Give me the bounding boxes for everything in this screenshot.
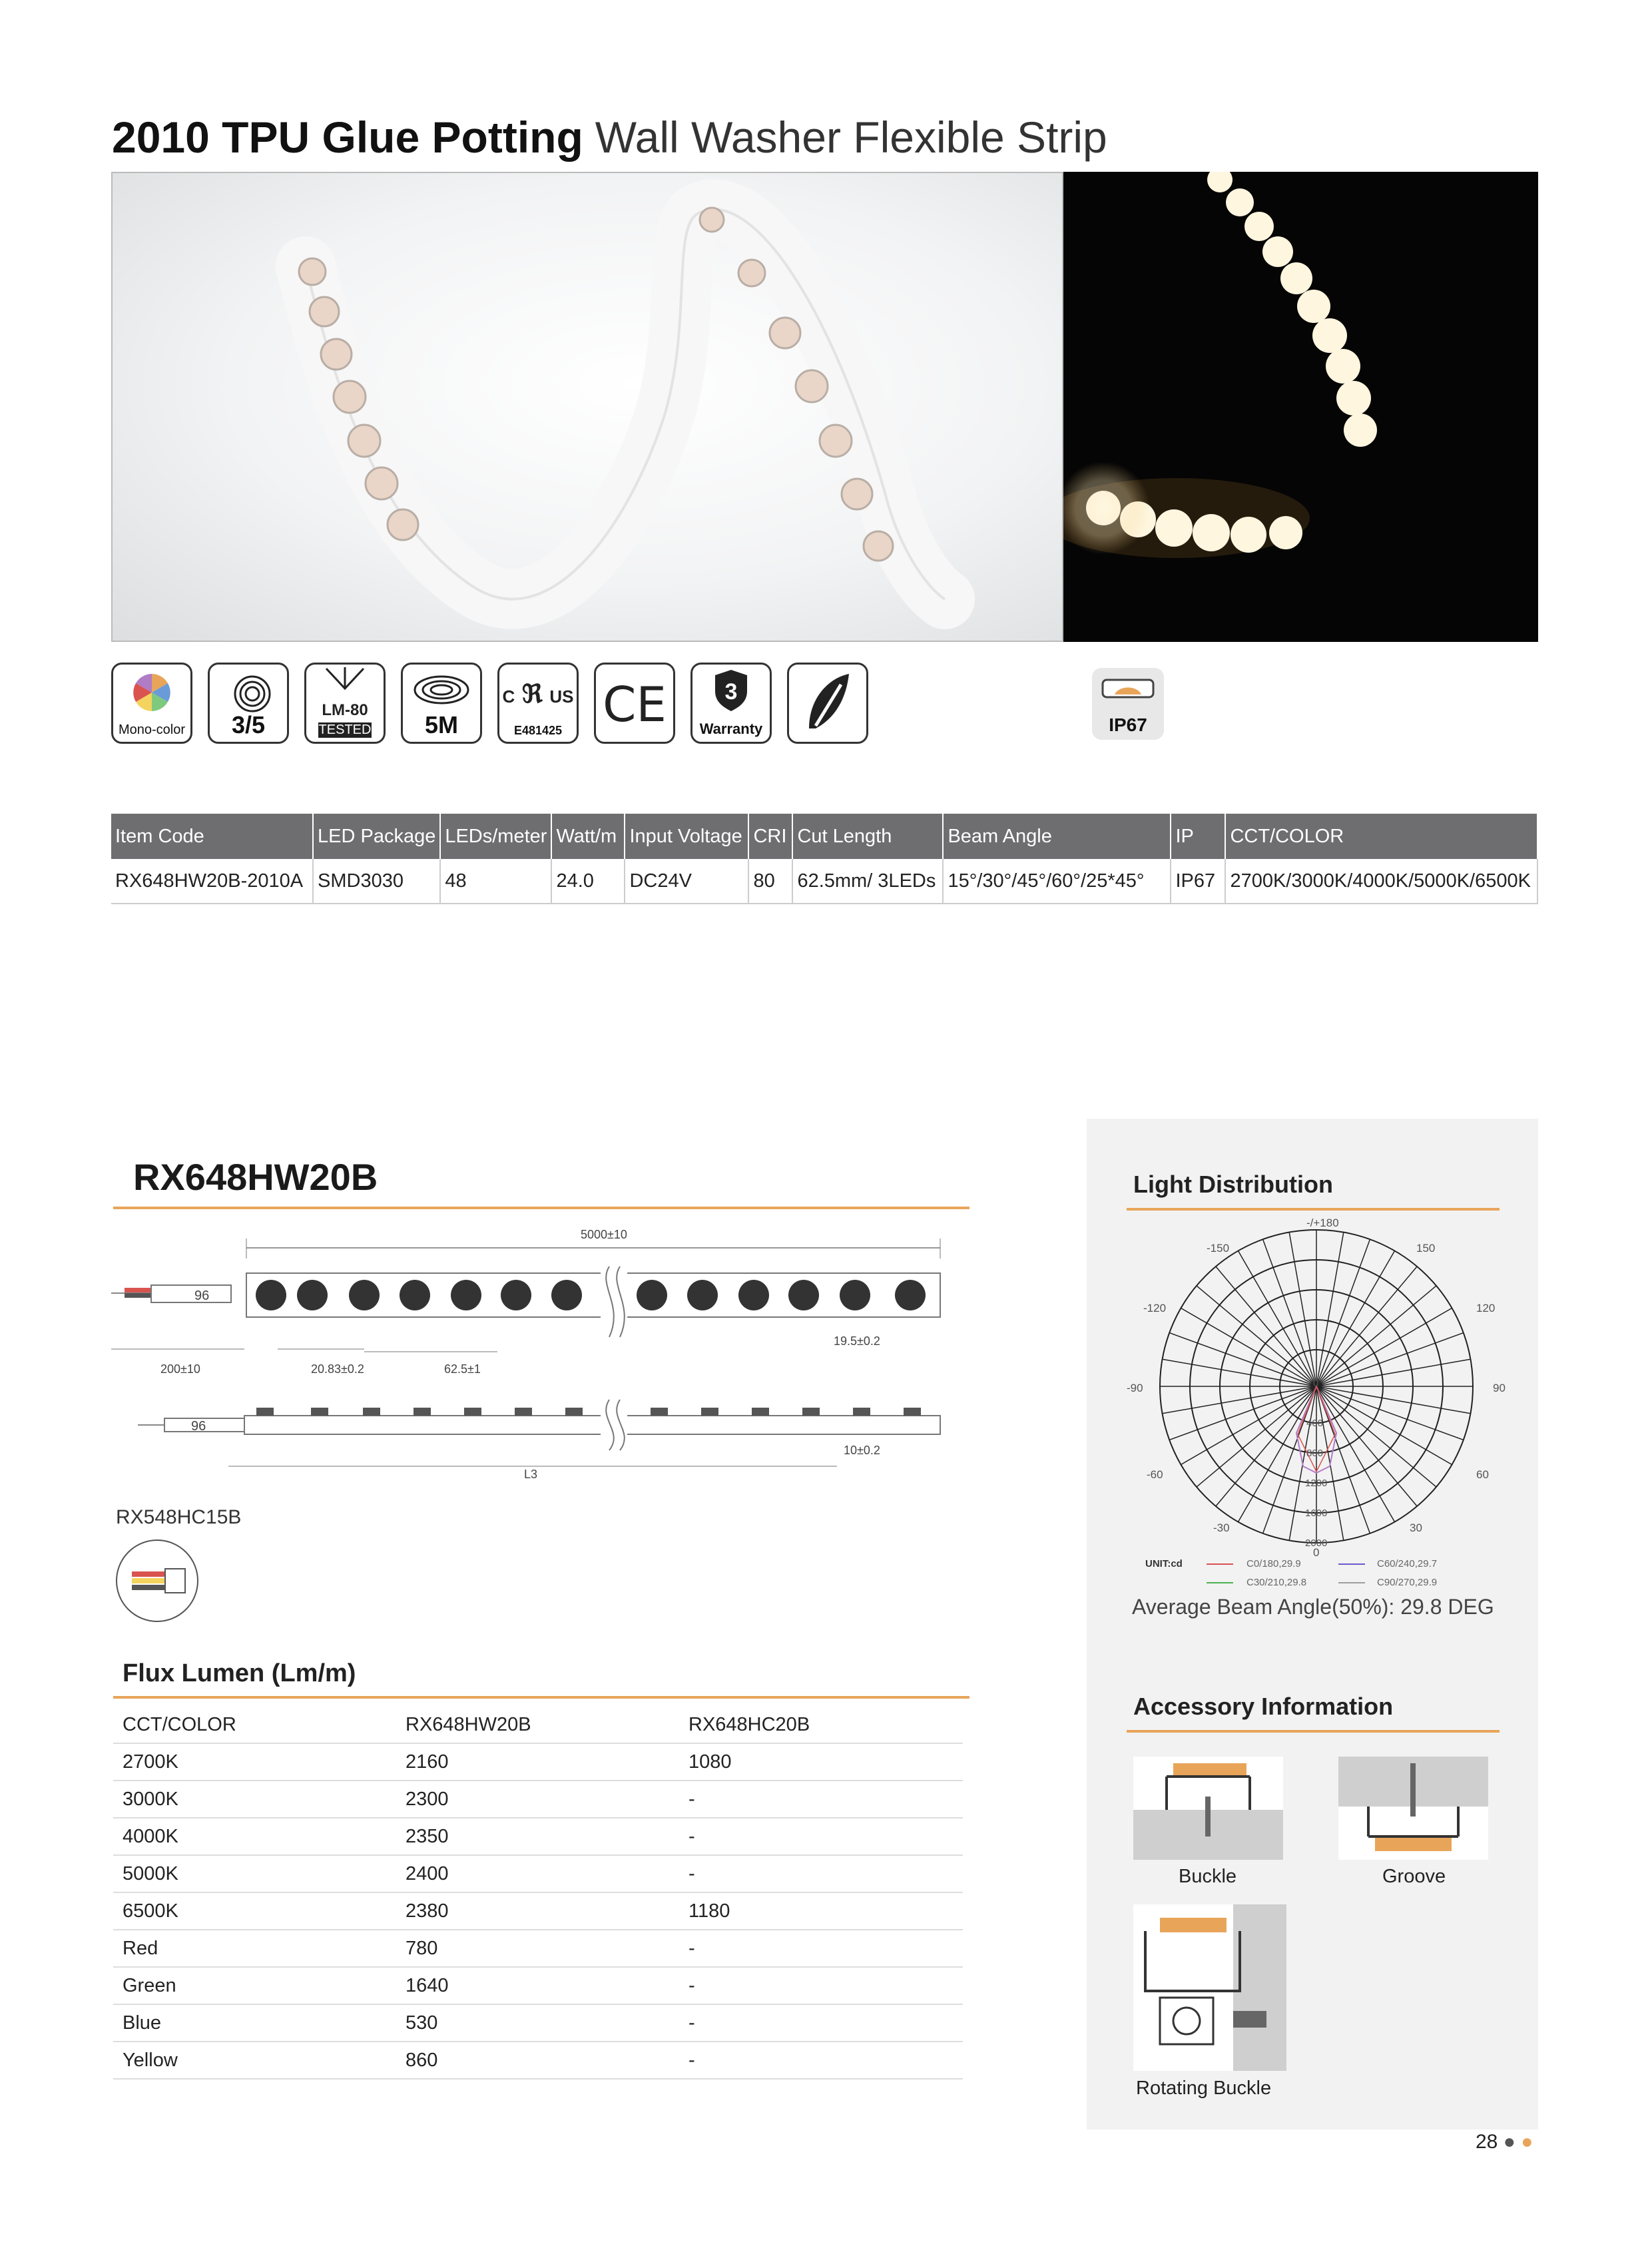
table-cell: 3000K (113, 1781, 396, 1818)
lm80-badge: LM-80 TESTED (304, 663, 386, 744)
table-cell: Red (113, 1930, 396, 1967)
table-cell: - (679, 2042, 963, 2079)
legend-swatch (1338, 1563, 1365, 1565)
table-cell: - (679, 2004, 963, 2042)
accessory-label: Buckle (1179, 1866, 1237, 1887)
angle-label: 60 (1476, 1468, 1489, 1481)
radial-label: 1600 (1305, 1508, 1328, 1519)
table-row (113, 1967, 963, 2004)
lm80-icon (306, 665, 384, 698)
table-cell: - (679, 1967, 963, 2004)
accessory-label: Rotating Buckle (1136, 2078, 1272, 2099)
flux-table (113, 1707, 963, 2080)
accessory-title: Accessory Information (1133, 1693, 1394, 1720)
side-panel (1087, 1119, 1538, 2129)
table-cell: - (679, 1781, 963, 1818)
page-number: 28 ● ● (1476, 2131, 1533, 2153)
ce-badge: CE (594, 663, 675, 744)
table-row (113, 1781, 963, 1818)
warranty-badge: 3 Warranty (690, 663, 772, 744)
rohs-badge (787, 663, 868, 744)
angle-label: -30 (1213, 1522, 1230, 1534)
table-cell: 860 (396, 2042, 679, 2079)
legend-item: C60/240,29.7 (1377, 1558, 1438, 1569)
radial-label: 0 (1313, 1378, 1319, 1389)
table-row (113, 1930, 963, 1967)
reel-icon (403, 665, 480, 715)
buckle-image (1133, 1757, 1283, 1860)
radial-label: 2000 (1305, 1538, 1328, 1549)
accessory-divider (1127, 1730, 1500, 1733)
table-cell: 1080 (679, 1743, 963, 1781)
legend-swatch (1338, 1582, 1365, 1583)
ip67-badge: IP67 (1092, 668, 1164, 740)
angle-label: -150 (1207, 1242, 1230, 1255)
angle-label: 90 (1493, 1382, 1506, 1394)
flux-table-header (113, 1707, 963, 1743)
polar-chart (1113, 1212, 1513, 1585)
rotating-buckle-image (1133, 1904, 1286, 2071)
angle-label: 150 (1416, 1242, 1436, 1255)
table-cell: Green (113, 1967, 396, 2004)
unit-label: UNIT:cd (1145, 1558, 1183, 1569)
light-distribution-divider (1127, 1208, 1500, 1211)
flux-title: Flux Lumen (Lm/m) (123, 1659, 356, 1687)
legend-swatch (1207, 1563, 1233, 1565)
dimension-drawing (111, 1219, 977, 1502)
groove-image (1338, 1757, 1488, 1860)
product-photo-lit (1063, 172, 1538, 642)
angle-label: -90 (1127, 1382, 1143, 1394)
table-row (113, 1818, 963, 1855)
table-row: RX648HW20B-2010A SMD3030 48 24.0 DC24V 80 62.5mm/ 3LEDs 15°/30°/45°/60°/25*45° IP67 2700K/3000K/4000K/5000K/6500K (111, 859, 1537, 904)
ip-rating-icon (1092, 668, 1164, 708)
spec-table-header: Item Code LED Package LEDs/meter Watt/m Input Voltage CRI Cut Length Beam Angle IP CCT/COLOR (111, 814, 1537, 859)
table-cell: 2160 (396, 1743, 679, 1781)
dim-edge-label: 20.83±0.2 (311, 1362, 364, 1376)
wire-section-icon (117, 1541, 197, 1621)
table-cell: 1640 (396, 1967, 679, 2004)
table-cell: Blue (113, 2004, 396, 2042)
model-divider (113, 1207, 969, 1209)
length-badge: 5M (401, 663, 482, 744)
product-photo-off (111, 172, 1063, 642)
angle-label: 30 (1410, 1522, 1422, 1534)
dim-total-label: 5000±10 (581, 1228, 627, 1241)
connector-cross-section (116, 1540, 198, 1622)
table-cell: - (679, 1855, 963, 1892)
svg-text:96: 96 (191, 1419, 206, 1434)
light-distribution-title: Light Distribution (1133, 1171, 1333, 1198)
connector-code: RX548HC15B (116, 1506, 242, 1528)
legend-item: C0/180,29.9 (1246, 1558, 1301, 1569)
angle-label: -/+180 (1306, 1217, 1339, 1229)
average-beam-angle: Average Beam Angle(50%): 29.8 DEG (1132, 1595, 1494, 1619)
table-cell: 2350 (396, 1818, 679, 1855)
radial-label: 800 (1306, 1448, 1324, 1459)
angle-label: -120 (1143, 1302, 1167, 1314)
table-cell: 2300 (396, 1781, 679, 1818)
dim-pitch-label: 62.5±1 (444, 1362, 481, 1376)
table-cell: 6500K (113, 1892, 396, 1930)
legend-item: C90/270,29.9 (1377, 1577, 1438, 1588)
dot-icon: ● (1503, 2131, 1515, 2153)
table-row (113, 1855, 963, 1892)
mono-color-badge: Mono-color (111, 663, 192, 744)
table-cell: RX648HW20B (396, 1707, 679, 1743)
flux-divider (113, 1696, 969, 1699)
angle-label: -60 (1147, 1468, 1163, 1481)
table-row (113, 2004, 963, 2042)
dim-width-label: 19.5±0.2 (834, 1334, 880, 1348)
model-heading: RX648HW20B (133, 1156, 378, 1198)
table-cell: 1180 (679, 1892, 963, 1930)
dot-icon: ● (1521, 2131, 1533, 2153)
angle-label: 120 (1476, 1302, 1496, 1314)
table-cell: 2380 (396, 1892, 679, 1930)
table-cell: 4000K (113, 1818, 396, 1855)
table-cell: CCT/COLOR (113, 1707, 396, 1743)
radial-label: 1200 (1305, 1478, 1328, 1489)
table-cell: 530 (396, 2004, 679, 2042)
dim-height-label: 10±0.2 (844, 1444, 880, 1457)
svg-text:96: 96 (194, 1288, 210, 1303)
table-cell: Yellow (113, 2042, 396, 2079)
dim-wire-label: 200±10 (160, 1362, 200, 1376)
color-wheel-icon (113, 665, 190, 718)
table-cell: 2400 (396, 1855, 679, 1892)
spiral-icon (210, 665, 287, 718)
spec-table (111, 814, 1538, 904)
bend-radius-badge: 3/5 (208, 663, 289, 744)
radial-label: 400 (1306, 1418, 1324, 1429)
legend-item: C30/210,29.8 (1246, 1577, 1307, 1588)
page-title: 2010 TPU Glue Potting Wall Washer Flexible Strip (112, 113, 1107, 162)
table-cell: 780 (396, 1930, 679, 1967)
table-cell: 5000K (113, 1855, 396, 1892)
accessory-label: Groove (1382, 1866, 1446, 1887)
table-cell: 2700K (113, 1743, 396, 1781)
ul-badge: C ℜ US E481425 (497, 663, 579, 744)
dim-l3-label: L3 (524, 1468, 538, 1481)
table-row (113, 1743, 963, 1781)
legend-swatch (1207, 1582, 1233, 1583)
table-row (113, 1892, 963, 1930)
table-cell: - (679, 1818, 963, 1855)
angle-label: 0 (1313, 1546, 1320, 1559)
table-cell: - (679, 1930, 963, 1967)
table-row (113, 2042, 963, 2079)
table-cell: RX648HC20B (679, 1707, 963, 1743)
ul-logo-icon: ℜ (515, 681, 550, 708)
leaf-icon (789, 665, 866, 742)
